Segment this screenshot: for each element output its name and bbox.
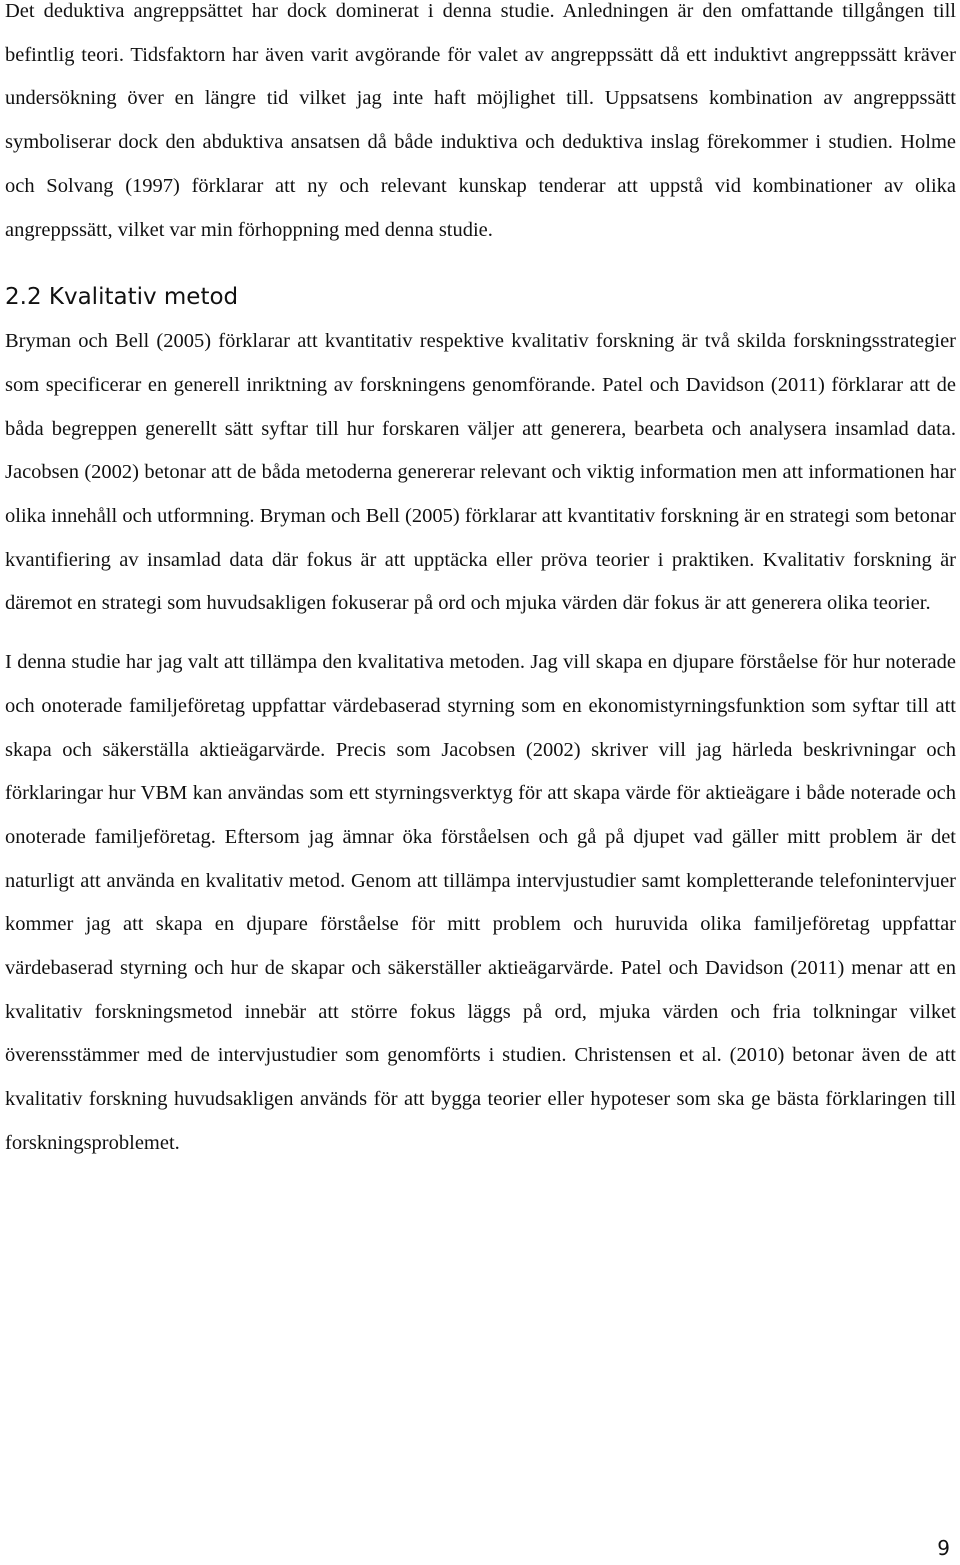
paragraph-chosen-method: I denna studie har jag valt att tillämpa den kvalitativa metoden. Jag vill skapa en djupare förståelse för hur noterade och onoterade familjeföretag uppfattar värdebaserad styrning som en ekonomistyrningsfunktion som syftar till att skapa och säkerställa aktieägarvärde. Precis som Jacobsen (2002) skriver vill jag härleda beskrivningar och förklaringar hur VBM kan användas som ett styrningsverktyg för att skapa värde för aktieägare i både noterade och onoterade familjeföretag. Eftersom jag ämnar öka förståelsen och gå på djupet vad gäller mitt problem är det naturligt att använda en kvalitativ metod. Genom att tillämpa intervjustudier samt kompletterande telefonintervjuer kommer jag att skapa en djupare förståelse för mitt problem och huruvida olika familjeföretag uppfattar värdebaserad styrning och hur de skapar och säkerställer aktieägarvärde. Patel och Davidson (2011) menar att en kvalitativ forskningsmetod innebär att större fokus läggs på ord, mjuka värden och fria tolkningar vilket överensstämmer med de intervjustudier som genomförts i studien. Christensen et al. (2010) betonar även de att kvalitativ forskning huvudsakligen används för att bygga teorier eller hypoteser som ska ge bästa förklaringen till forskningsproblemet. xyxy=(5,651,956,1154)
section-heading: 2.2 Kvalitativ metod xyxy=(5,284,239,311)
page-body xyxy=(5,0,956,1166)
page-number: 9 xyxy=(937,1536,950,1560)
paragraph-qualitative-quantitative: Bryman och Bell (2005) förklarar att kvantitativ respektive kvalitativ forskning är två skilda forskningsstrategier som specificerar en generell inriktning av forskningens genomförande. Patel och Davidson (2011) förklarar att de båda begreppen generellt sätt syftar till hur forskaren väljer att generera, bearbeta och analysera insamlad data. Jacobsen (2002) betonar att de båda metoderna genererar relevant och viktig information men att informationen har olika innehåll och utformning. Bryman och Bell (2005) förklarar att kvantitativ forskning är en strategi som betonar kvantifiering av insamlad data där fokus är att upptäcka eller pröva teorier i praktiken. Kvalitativ forskning är däremot en strategi som huvudsakligen fokuserar på ord och mjuka värden där fokus är att generera olika teorier. xyxy=(5,330,956,615)
paragraph-deductive-approach: Det deduktiva angreppsättet har dock dominerat i denna studie. Anledningen är den omfattande tillgången till befintlig teori. Tidsfaktorn har även varit avgörande för valet av angreppssätt då ett induktivt angreppssätt kräver undersökning över en längre tid vilket jag inte haft möjlighet till. Uppsatsens kombination av angreppssätt symboliserar dock den abduktiva ansatsen då både induktiva och deduktiva inslag förekommer i studien. Holme och Solvang (1997) förklarar att ny och relevant kunskap tenderar att uppstå vid kombinationer av olika angreppssätt, vilket var min förhoppning med denna studie. xyxy=(5,0,956,241)
